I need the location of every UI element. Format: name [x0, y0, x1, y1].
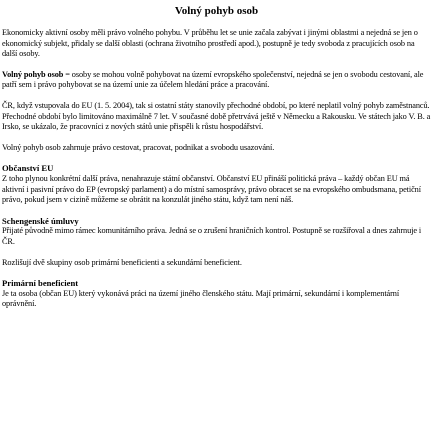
section-schengen	[2, 216, 431, 248]
beneficiaries-paragraph: Rozlišují dvě skupiny osob primární beneficienti a sekundární beneficient.	[2, 257, 242, 267]
summary-paragraph: Volný pohyb osob zahrnuje právo cestovat, pracovat, podnikat a svobodu usazování.	[2, 142, 275, 152]
section-heading: Občanství EU	[2, 163, 54, 174]
section-heading: Primární beneficient	[2, 278, 79, 289]
section-heading: Schengenské úmluvy	[2, 215, 79, 226]
section-text: Přijaté původně mimo rámec komunitárního práva. Jedná se o zrušení hraničních kontrol. Postupně se rozšiřoval a dnes zahrnuje i ČR.	[2, 226, 422, 246]
definition-term: Volný pohyb osob	[2, 69, 64, 79]
page-title: Volný pohyb osob	[174, 5, 259, 17]
definition-paragraph	[2, 70, 431, 91]
intro-paragraph: Ekonomicky aktivní osoby měli právo volného pohybu. V průběhu let se unie začala zabývat i jinými oblastmi a nejedná se jen o ekonomický subjekt, přidaly se další oblasti (ochrana životního prostředí apod.), postupně je tedy svoboda z pracujících osob na další osoby.	[2, 28, 418, 59]
section-text: Z toho plynou konkrétní další práva, nenahrazuje státní občanství. Občanství EU přináší politická práva – každý občan EU má aktivní i pasivní právo do EP (evropský parlament) a do místní samosprávy, právo obracet se na evropského ombudsmana, petiční právo, pokud jsem v cizině můžeme se obrátit na konzulát jiného státu, když tam není náš.	[2, 173, 421, 205]
transition-paragraph: ČR, když vstupovala do EU (1. 5. 2004), tak si ostatní státy stanovily přechodné období, po které neplatil volný pohyb zaměstnanců. Přechodné období bylo limitováno maximálně 7 let. V současné době přetrvává ještě v Německu a Rakousku. Ve státech jako V. B. a Irsko, se ukázalo, že pracovníci z nových států unie přispěli k růstu hospodářství.	[2, 100, 431, 132]
definition-text: = osoby se mohou volně pohybovat na území evropského společenství, nejedná se jen o svobodu cestovaní, ale patří sem i právo pohybovat se na území unie za účelem hledání práce a pracování.	[2, 69, 424, 90]
section-text: Je ta osoba (občan EU) který vykonává práci na území jiného členského státu. Mají primární, sekundární i komplementární oprávnění.	[2, 288, 400, 309]
section-primary-beneficiary	[2, 278, 431, 310]
section-eu-citizenship	[2, 163, 431, 205]
